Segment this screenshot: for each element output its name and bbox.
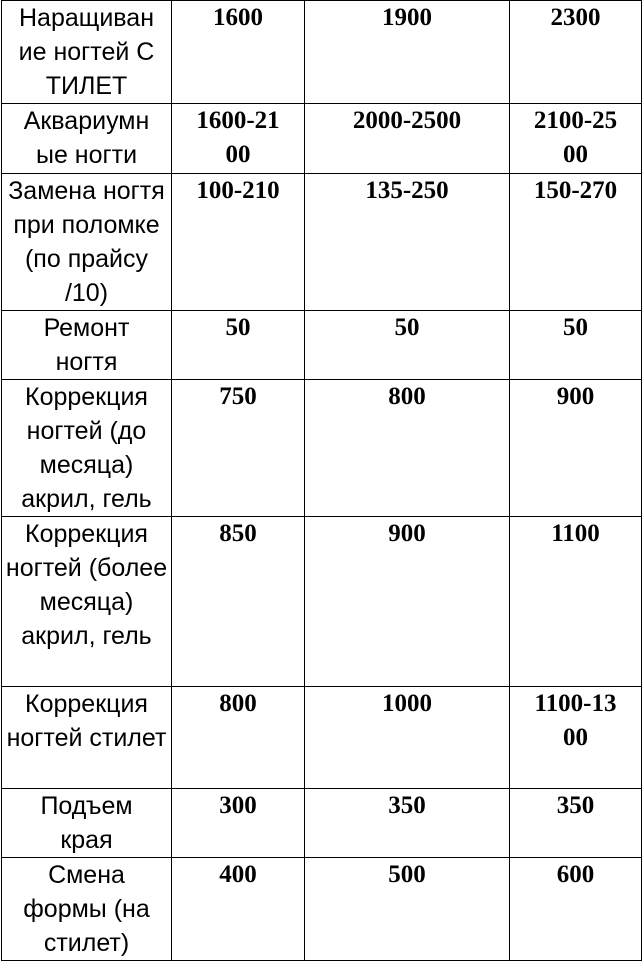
price-cell xyxy=(510,104,642,174)
price-table xyxy=(1,0,642,961)
price-cell: 50 xyxy=(510,311,642,380)
price-cell: 850 xyxy=(172,517,305,687)
table-row xyxy=(2,858,642,961)
price-cell xyxy=(510,687,642,789)
price-cell: 750 xyxy=(172,380,305,517)
price-text: 2100-2500 xyxy=(533,107,618,168)
price-cell: 400 xyxy=(172,858,305,961)
price-cell: 600 xyxy=(510,858,642,961)
price-cell: 1100 xyxy=(510,517,642,687)
service-name: Смена формы (на стилет) xyxy=(2,858,172,961)
service-name: Коррекция ногтей стилет xyxy=(2,687,172,789)
price-cell: 2300 xyxy=(510,1,642,104)
price-cell: 100-210 xyxy=(172,174,305,311)
table-row xyxy=(2,517,642,687)
price-cell: 50 xyxy=(305,311,510,380)
price-cell: 350 xyxy=(305,789,510,858)
price-cell: 1000 xyxy=(305,687,510,789)
service-name-text: Наращиван ие ногтей СТИЛЕТ xyxy=(18,4,155,100)
price-cell: 1600 xyxy=(172,1,305,104)
price-cell xyxy=(172,104,305,174)
table-row xyxy=(2,380,642,517)
service-name xyxy=(2,1,172,104)
service-name: Замена ногтя при поломке (по прайсу /10) xyxy=(2,174,172,311)
price-cell: 900 xyxy=(510,380,642,517)
service-name: Ремонт ногтя xyxy=(2,311,172,380)
price-cell: 2000-2500 xyxy=(305,104,510,174)
service-name xyxy=(2,104,172,174)
service-name: Подъем края xyxy=(2,789,172,858)
price-cell: 300 xyxy=(172,789,305,858)
price-cell: 800 xyxy=(305,380,510,517)
table-row xyxy=(2,174,642,311)
service-name-text: Аквариумн ые ногти xyxy=(23,107,150,169)
service-name: Коррекция ногтей (более месяца) акрил, гель xyxy=(2,517,172,687)
price-text: 1600-2100 xyxy=(196,107,280,168)
service-name: Коррекция ногтей (до месяца) акрил, гель xyxy=(2,380,172,517)
table-row xyxy=(2,1,642,104)
price-cell: 1900 xyxy=(305,1,510,104)
table-row xyxy=(2,789,642,858)
table-row xyxy=(2,687,642,789)
price-cell: 150-270 xyxy=(510,174,642,311)
price-cell: 800 xyxy=(172,687,305,789)
price-cell: 500 xyxy=(305,858,510,961)
price-cell: 50 xyxy=(172,311,305,380)
price-cell: 350 xyxy=(510,789,642,858)
price-text: 1100-1300 xyxy=(534,690,617,751)
table-row xyxy=(2,311,642,380)
table-row xyxy=(2,104,642,174)
price-cell: 900 xyxy=(305,517,510,687)
price-cell: 135-250 xyxy=(305,174,510,311)
